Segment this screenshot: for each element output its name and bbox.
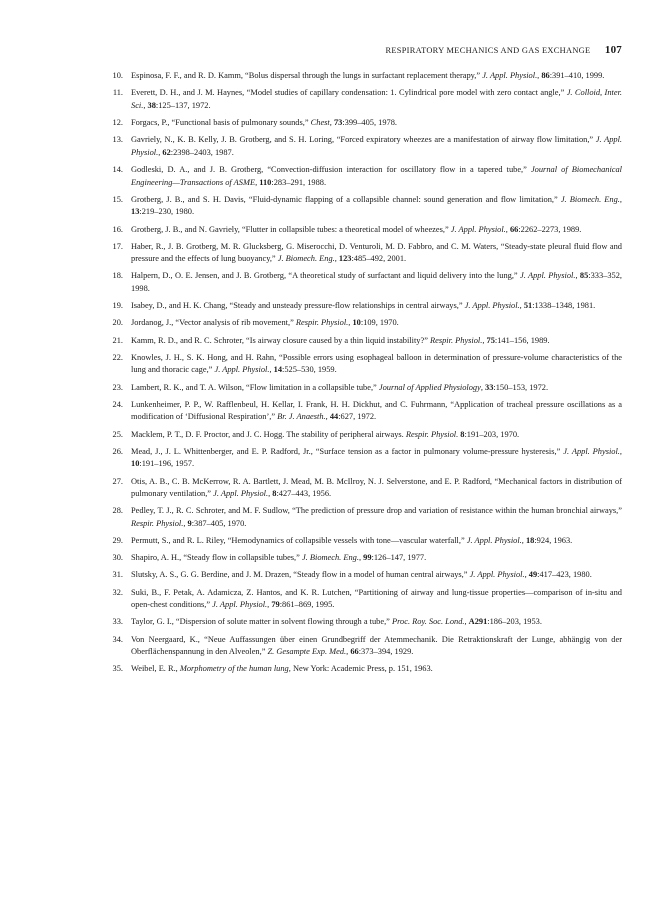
citation-text: Weibel, E. R.,	[131, 664, 180, 674]
journal-title: Chest,	[310, 117, 332, 127]
volume-number: 123	[338, 254, 352, 264]
citation-text: Knowles, J. H., S. K. Hong, and H. Rahn, “Possible errors using esophageal balloon in determination of pressure-volume characteristics of the lung and thoracic cage,”	[131, 352, 622, 375]
reference-item	[106, 300, 622, 313]
volume-number: 18	[525, 536, 535, 546]
reference-text	[131, 536, 572, 545]
journal-title: Respir. Physiol.	[295, 318, 349, 328]
citation-text: :399–405, 1978.	[342, 117, 397, 127]
citation-text: :627, 1972.	[338, 412, 377, 422]
citation-text: ,	[158, 147, 163, 157]
reference-number: 28.	[112, 506, 123, 516]
volume-number: 79	[271, 600, 280, 610]
reference-text	[131, 118, 397, 127]
citation-text: ,	[619, 446, 622, 456]
reference-text	[131, 225, 581, 234]
journal-title: J. Appl. Physiol.	[563, 446, 620, 456]
volume-number: 33	[485, 382, 494, 392]
reference-number: 27.	[112, 476, 123, 486]
volume-number: 86	[541, 71, 550, 80]
reference-item	[106, 270, 622, 295]
volume-number: 66	[350, 647, 359, 657]
reference-text	[131, 447, 622, 469]
reference-item	[106, 399, 622, 424]
reference-text	[131, 195, 622, 217]
reference-number: 29.	[112, 536, 123, 546]
citation-text: Permutt, S., and R. L. Riley, “Hemodynamics of collapsible vessels with tone—vascular waterfall,”	[131, 536, 467, 546]
reference-number: 12.	[112, 117, 123, 127]
reference-item	[106, 164, 622, 189]
citation-text: Godleski, D. A., and J. B. Grotberg, “Convection-diffusion interaction for oscillatory flow in a tapered tube,”	[131, 164, 531, 174]
citation-text: ,	[575, 271, 580, 281]
reference-text	[131, 88, 622, 110]
citation-text: :333–352, 1998.	[131, 271, 622, 294]
journal-title: J. Appl. Physiol.	[131, 135, 622, 157]
volume-number: 10	[352, 318, 361, 328]
citation-text: Halpern, D., O. E. Jensen, and J. B. Grotberg, “A theoretical study of surfactant and liquid delivery into the lung,”	[131, 271, 520, 281]
citation-text: Lambert, R. K., and T. A. Wilson, “Flow limitation in a collapsible tube,”	[131, 382, 379, 392]
journal-title: J. Appl. Physiol.	[450, 224, 506, 234]
reference-number: 13.	[112, 135, 123, 145]
citation-text: :186–203, 1953.	[487, 617, 542, 627]
citation-text: Shapiro, A. H., “Steady flow in collapsible tubes,”	[131, 553, 302, 563]
reference-text	[131, 570, 592, 579]
journal-title: Respir. Physiol.	[430, 335, 483, 345]
citation-text: ,	[521, 536, 526, 546]
citation-text: :373–394, 1929.	[358, 647, 414, 657]
page-number: 107	[604, 44, 622, 56]
volume-number: A291	[468, 617, 488, 627]
citation-text: Mead, J., J. L. Whittenberger, and E. P. Radford, Jr., “Surface tension as a factor in pulmonary volume-pressure hysteresis,”	[131, 446, 564, 456]
citation-text: :924, 1963.	[534, 536, 573, 546]
reference-number: 10.	[112, 71, 123, 80]
citation-text: Macklem, P. T., D. F. Proctor, and J. C. Hogg. The stability of peripheral airways.	[131, 429, 406, 439]
reference-item	[106, 352, 622, 377]
citation-text: ,	[358, 553, 364, 563]
citation-text: :525–530, 1959.	[282, 365, 337, 375]
journal-title: Respir. Physiol.	[131, 518, 184, 528]
running-header	[0, 44, 622, 56]
reference-number: 26.	[112, 446, 123, 456]
reference-text	[131, 588, 622, 610]
reference-text	[131, 301, 595, 310]
reference-number: 32.	[112, 587, 123, 597]
volume-number: 73	[333, 117, 343, 127]
volume-number: 10	[131, 459, 140, 469]
journal-title: Morphometry of the human lung	[179, 664, 289, 674]
reference-number: 15.	[112, 194, 123, 204]
reference-item	[106, 569, 622, 582]
reference-text	[131, 165, 622, 187]
reference-item	[106, 505, 622, 530]
journal-title: J. Appl. Physiol.	[214, 365, 270, 375]
reference-item	[106, 382, 622, 395]
citation-text: :417–423, 1980.	[537, 570, 592, 580]
citation-text: Espinosa, F. F., and R. D. Kamm, “Bolus dispersal through the lungs in surfactant replacement therapy,”	[131, 71, 483, 80]
reference-text	[131, 353, 622, 375]
citation-text: Haber, R., J. B. Grotberg, M. R. Glucksberg, G. Miserocchi, D. Venturoli, M. D. Fabbro, and C. M. Waters, “Steady-state pleural fluid flow and pressure and the effects of lung buoyancy,”	[131, 241, 622, 264]
citation-text: ,	[268, 489, 273, 499]
reference-item	[106, 476, 622, 501]
citation-text: Grotberg, J. B., and S. H. Davis, “Fluid-dynamic flapping of a collapsible channel: sound generation and flow limitation,”	[131, 194, 561, 204]
volume-number: 75	[486, 335, 495, 345]
citation-text: ,	[619, 194, 622, 204]
reference-number: 24.	[112, 399, 123, 409]
reference-item	[106, 663, 622, 676]
volume-number: 14	[273, 365, 283, 375]
reference-text	[131, 506, 622, 528]
journal-title: J. Appl. Physiol.	[469, 570, 525, 580]
citation-text: :191–196, 1957.	[139, 459, 195, 469]
reference-text	[131, 383, 548, 392]
journal-title: Br. J. Anaesth.	[277, 412, 326, 422]
journal-title: Proc. Roy. Soc. Lond.	[391, 617, 465, 627]
volume-number: 85	[579, 271, 589, 281]
volume-number: 8	[272, 489, 277, 499]
reference-number: 20.	[112, 318, 123, 328]
citation-text: ,	[267, 600, 272, 610]
citation-text: ,	[255, 177, 260, 187]
reference-number: 35.	[112, 664, 123, 674]
volume-number: 8	[460, 429, 465, 439]
citation-text: Taylor, G. I., “Dispersion of solute matter in solvent flowing through a tube,”	[131, 617, 392, 627]
journal-title: J. Biomech. Eng.	[301, 553, 359, 563]
citation-text: Pedley, T. J., R. C. Schroter, and M. F. Sudlow, “The prediction of pressure drop and variation of resistance within the human bronchial airways,”	[131, 506, 622, 516]
citation-text: ,	[183, 518, 188, 528]
citation-text: :2262–2273, 1989.	[518, 224, 582, 234]
citation-text: ,	[524, 570, 529, 580]
citation-text: :427–443, 1956.	[276, 489, 332, 499]
volume-number: 62	[162, 147, 171, 157]
reference-number: 11.	[112, 88, 123, 98]
volume-number: 66	[509, 224, 519, 234]
reference-item	[106, 446, 622, 471]
citation-text: :861–869, 1995.	[279, 600, 335, 610]
journal-title: Journal of Applied Physiology	[378, 382, 481, 392]
reference-number: 30.	[112, 553, 123, 563]
reference-text	[131, 400, 622, 422]
citation-text: :2398–2403, 1987.	[170, 147, 234, 157]
running-title: RESPIRATORY MECHANICS AND GAS EXCHANGE	[385, 46, 591, 55]
reference-number: 22.	[112, 352, 123, 362]
reference-text	[131, 242, 622, 264]
journal-title: Z. Gesampte Exp. Med.	[267, 647, 347, 657]
reference-item	[106, 317, 622, 330]
volume-number: 49	[528, 570, 538, 580]
journal-title: J. Appl. Physiol.	[482, 71, 538, 80]
citation-text: Slutsky, A. S., G. G. Berdine, and J. M. Drazen, “Steady flow in a model of human central airways,”	[131, 570, 470, 580]
reference-item	[106, 87, 622, 112]
citation-text: :485–492, 2001.	[351, 254, 407, 264]
reference-number: 23.	[112, 382, 123, 392]
reference-item	[106, 535, 622, 548]
citation-text: ,	[269, 365, 274, 375]
citation-text: :126–147, 1977.	[371, 553, 427, 563]
citation-text: :1338–1348, 1981.	[532, 301, 596, 311]
reference-item	[106, 194, 622, 219]
reference-item	[106, 429, 622, 442]
reference-text	[131, 477, 622, 499]
citation-text: :109, 1970.	[360, 318, 399, 328]
reference-number: 16.	[112, 224, 123, 234]
citation-text: :141–156, 1989.	[494, 335, 550, 345]
citation-text: Otis, A. B., C. B. McKerrow, R. A. Bartlett, J. Mead, M. B. McIlroy, N. J. Selverstone, and E. P. Radford, “Mechanical factors in distribution of pulmonary ventilation,”	[131, 476, 622, 499]
journal-title: J. Biomech. Eng.	[277, 254, 335, 264]
reference-text	[131, 617, 542, 626]
citation-text: Suki, B., F. Petak, A. Adamicza, Z. Hantos, and K. R. Lutchen, “Partitioning of airway and lung-tissue properties—comparison of in-situ and open-chest conditions,”	[131, 587, 622, 610]
reference-text	[131, 336, 550, 345]
reference-number: 21.	[112, 335, 123, 345]
citation-text: ,	[348, 318, 353, 328]
volume-number: 99	[363, 553, 372, 563]
journal-title: J. Appl. Physiol.	[213, 489, 269, 499]
journal-title: J. Appl. Physiol.	[212, 600, 268, 610]
volume-number: 9	[187, 518, 192, 528]
citation-text: Isabey, D., and H. K. Chang, “Steady and unsteady pressure-flow relationships in central airways,”	[131, 301, 465, 311]
volume-number: 38	[147, 100, 156, 110]
journal-title: J. Biomech. Eng.	[560, 194, 620, 204]
volume-number: 44	[329, 412, 339, 422]
reference-number: 18.	[112, 271, 123, 281]
reference-text	[131, 71, 604, 80]
citation-text: :150–153, 1972.	[493, 382, 549, 392]
citation-text: ,	[464, 617, 469, 627]
reference-number: 14.	[112, 164, 123, 174]
citation-text: :283–291, 1988.	[271, 177, 327, 187]
citation-text: Kamm, R. D., and R. C. Schroter, “Is airway closure caused by a thin liquid instability?”	[131, 335, 431, 345]
citation-text: ,	[537, 71, 542, 80]
citation-text: ,	[519, 301, 524, 311]
reference-number: 25.	[112, 429, 123, 439]
citation-text: Grotberg, J. B., and N. Gavriely, “Flutter in collapsible tubes: a theoretical model of wheezes,”	[131, 224, 451, 234]
reference-number: 31.	[112, 570, 123, 580]
journal-title: J. Colloid, Inter. Sci.	[131, 88, 622, 110]
reference-number: 17.	[112, 241, 123, 251]
reference-item	[106, 634, 622, 659]
reference-item	[106, 552, 622, 565]
journal-title: Respir. Physiol.	[405, 429, 459, 439]
volume-number: 51	[523, 301, 533, 311]
reference-text	[131, 271, 622, 293]
journal-title: Journal of Biomechanical Engineering—Transactions of ASME	[131, 164, 622, 187]
citation-text: Von Neergaard, K., “Neue Auffassungen über einen Grundbegriff der Atemmechanik. Die Retraktionskraft der Lunge, abhängig von der Oberflächenspannung in den Alveolen,”	[131, 634, 622, 657]
citation-text: :391–410, 1999.	[549, 71, 605, 80]
reference-item	[106, 587, 622, 612]
reference-text	[131, 635, 622, 657]
citation-text: ,	[325, 412, 330, 422]
reference-text	[131, 135, 622, 157]
citation-text: :191–203, 1970.	[464, 429, 520, 439]
volume-number: 13	[131, 207, 140, 217]
reference-item	[106, 134, 622, 159]
journal-title: J. Appl. Physiol.	[466, 536, 522, 546]
reference-item	[106, 70, 622, 83]
citation-text: ,	[505, 224, 510, 234]
reference-list	[106, 70, 622, 681]
volume-number: 110	[259, 177, 272, 187]
citation-text: Everett, D. H., and J. M. Haynes, “Model studies of capillary condensation: 1. Cylindrical pore model with zero contact angle,”	[131, 88, 567, 98]
citation-text: ,	[482, 335, 487, 345]
journal-title: J. Appl. Physiol.	[464, 301, 520, 311]
citation-text: ,	[346, 647, 351, 657]
reference-number: 34.	[112, 634, 123, 644]
citation-text: :387–405, 1970.	[191, 518, 247, 528]
citation-text: Jordanog, J., “Vector analysis of rib movement,”	[131, 318, 296, 328]
reference-item	[106, 335, 622, 348]
citation-text: Lunkenheimer, P. P., W. Rafflenbeul, H. Kellar, I. Frank, H. H. Dickhut, and C. Fuhrmann, “Application of tracheal pressure oscillations as a modification of ‘Diffusional Respiration’,”	[131, 399, 622, 422]
reference-text	[131, 553, 426, 562]
citation-text: :125–137, 1972.	[155, 100, 211, 110]
citation-text: Forgacs, P., “Functional basis of pulmonary sounds,”	[131, 117, 311, 127]
reference-item	[106, 117, 622, 130]
citation-text: ,	[143, 100, 148, 110]
reference-item	[106, 224, 622, 237]
reference-text	[131, 430, 519, 439]
reference-item	[106, 241, 622, 266]
reference-number: 33.	[112, 617, 123, 627]
citation-text: ,	[480, 382, 486, 392]
reference-number: 19.	[112, 301, 123, 311]
citation-text: , New York: Academic Press, p. 151, 1963.	[288, 664, 433, 674]
citation-text: Gavriely, N., K. B. Kelly, J. B. Grotberg, and S. H. Loring, “Forced expiratory wheezes are a manifestation of airway flow limitation,”	[131, 135, 596, 145]
reference-text	[131, 664, 433, 673]
citation-text: :219–230, 1980.	[139, 207, 195, 217]
citation-text: ,	[334, 254, 339, 264]
journal-title: J. Appl. Physiol.	[519, 271, 576, 281]
reference-text	[131, 318, 399, 327]
reference-item	[106, 616, 622, 629]
